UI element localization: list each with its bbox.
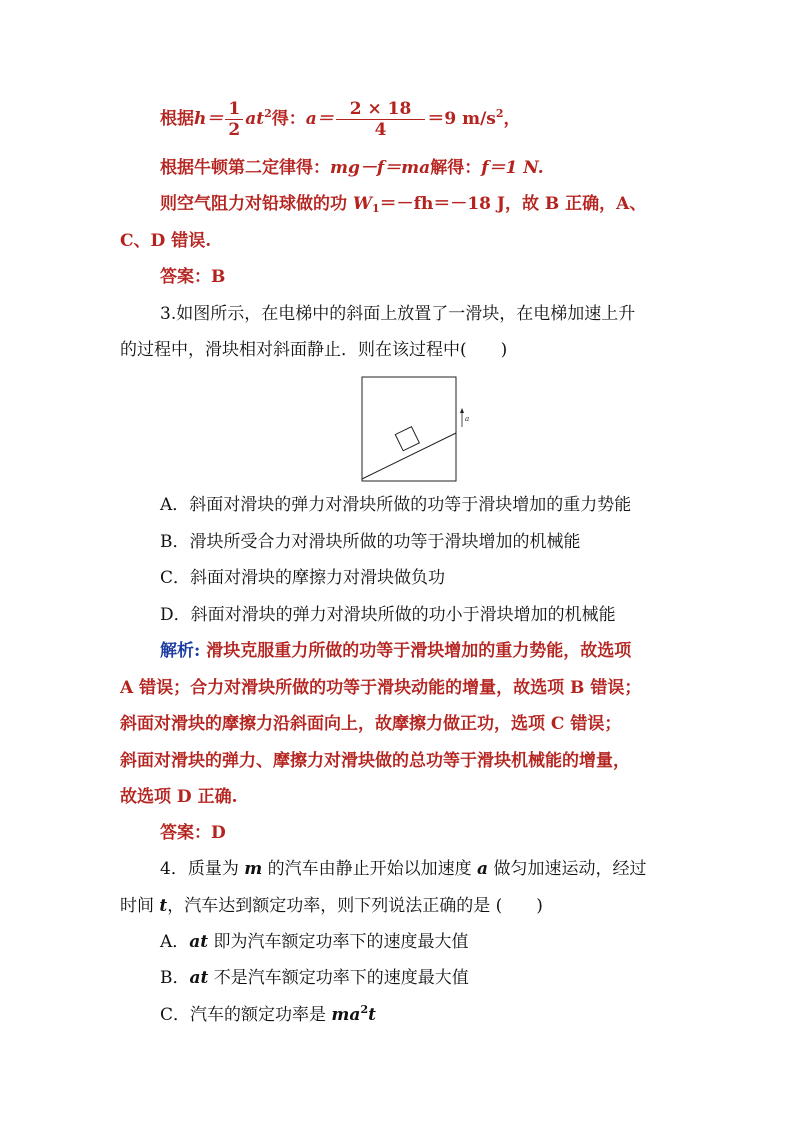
a-result-exponent: 2 — [495, 107, 504, 120]
text: C、D 错误. — [120, 231, 212, 251]
acceleration-label: a — [465, 415, 470, 423]
fraction-a-denominator: 4 — [374, 120, 387, 140]
h-equals: h＝ — [194, 109, 224, 129]
option-text: C．斜面对滑块的摩擦力对滑块做负功 — [160, 568, 446, 588]
fraction-half-denominator: 2 — [228, 120, 241, 140]
analysis-line-2 — [120, 677, 641, 699]
question-3-option-d — [160, 604, 616, 626]
analysis-line-5 — [120, 786, 238, 808]
answer-q3 — [160, 822, 226, 844]
solution-line-4 — [120, 230, 211, 252]
var-at: at — [189, 932, 209, 952]
incline-elevator-figure — [360, 375, 470, 485]
analysis-line-3 — [120, 713, 621, 735]
answer-value: B — [211, 267, 226, 287]
text-prefix: 根据 — [160, 109, 194, 129]
at-exponent: 2 — [264, 107, 272, 120]
option-text: B．滑块所受合力对滑块所做的功等于滑块增加的机械能 — [160, 532, 581, 552]
fraction-half — [225, 99, 243, 140]
text: 3.如图所示，在电梯中的斜面上放置了一滑块，在电梯加速上升 — [160, 304, 636, 324]
question-3-option-a — [160, 494, 631, 516]
question-3-option-c — [160, 567, 445, 589]
analysis-line-4 — [120, 750, 630, 772]
question-4-line-1 — [160, 858, 646, 880]
analysis-text: 故选项 D 正确. — [120, 787, 238, 807]
var-at: at — [189, 968, 209, 988]
f-result: f＝1 N. — [481, 158, 544, 178]
text: ，汽车达到额定功率，则下列说法正确的是 ( ) — [167, 896, 543, 916]
answer-label: 答案： — [160, 267, 211, 287]
option-text: 即为汽车额定功率下的速度最大值 — [208, 932, 469, 952]
text: 的过程中，滑块相对斜面静止．则在该过程中( ) — [120, 340, 508, 360]
text: 解得： — [430, 158, 482, 178]
text: 根据牛顿第二定律得： — [160, 158, 330, 178]
option-text: A．斜面对滑块的弹力对滑块所做的功等于滑块增加的重力势能 — [160, 495, 632, 515]
fraction-a-numerator: 2 × 18 — [336, 99, 426, 120]
var-m: m — [244, 859, 263, 879]
option-prefix: A． — [160, 932, 190, 952]
answer-prev — [160, 266, 225, 288]
var-ma: ma — [331, 1005, 361, 1025]
option-text: 不是汽车额定功率下的速度最大值 — [208, 968, 469, 988]
text-get: 得： — [271, 109, 306, 129]
analysis-label: 解析: — [160, 641, 201, 661]
analysis-line-1 — [160, 640, 631, 662]
text: 做匀加速运动，经过 — [488, 859, 647, 879]
solution-line-3 — [160, 193, 646, 215]
work-symbol: W — [352, 194, 373, 214]
analysis-text: 斜面对滑块的弹力、摩擦力对滑块做的总功等于滑块机械能的增量， — [120, 751, 630, 771]
option-prefix: C．汽车的额定功率是 — [160, 1005, 332, 1025]
question-4-option-b — [160, 967, 469, 989]
analysis-text: A 错误；合力对滑块所做的功等于滑块动能的增量，故选项 B 错误； — [120, 678, 642, 698]
var-t: t — [159, 896, 168, 916]
option-prefix: B． — [160, 968, 190, 988]
var-t: t — [368, 1005, 376, 1025]
answer-value: D — [211, 823, 226, 843]
equation: mg－f＝ma — [330, 158, 431, 178]
a-equals: a＝ — [305, 109, 334, 129]
analysis-text: 斜面对滑块的摩擦力沿斜面向上，故摩擦力做正功，选项 C 错误； — [120, 714, 622, 734]
question-4-option-c — [160, 1004, 376, 1026]
at-term: at — [245, 109, 265, 129]
question-3-option-b — [160, 531, 581, 553]
work-equation: ＝－fh＝－18 J，故 B 正确，A、 — [379, 194, 647, 214]
text: 时间 — [120, 896, 160, 916]
question-4-line-2 — [120, 895, 543, 917]
text: 则空气阻力对铅球做的功 — [160, 194, 347, 214]
a-result: ＝9 m/s — [427, 109, 496, 129]
option-text: D．斜面对滑块的弹力对滑块所做的功小于滑块增加的机械能 — [160, 605, 616, 625]
solution-line-1 — [160, 97, 521, 141]
analysis-text: 滑块克服重力所做的功等于滑块增加的重力势能，故选项 — [206, 641, 632, 661]
text: 4．质量为 — [160, 859, 245, 879]
text: 的汽车由静止开始以加速度 — [262, 859, 478, 879]
var-a: a — [477, 859, 489, 879]
question-3-line-2 — [120, 339, 507, 361]
fraction-a — [336, 99, 426, 140]
answer-label: 答案： — [160, 823, 211, 843]
question-3-line-1 — [160, 303, 635, 325]
question-4-option-a — [160, 931, 469, 953]
fraction-half-numerator: 1 — [225, 99, 243, 120]
solution-line-2 — [160, 157, 544, 179]
exponent: 2 — [360, 1003, 369, 1016]
text-tail: ， — [503, 109, 521, 129]
work-subscript: 1 — [372, 202, 380, 215]
